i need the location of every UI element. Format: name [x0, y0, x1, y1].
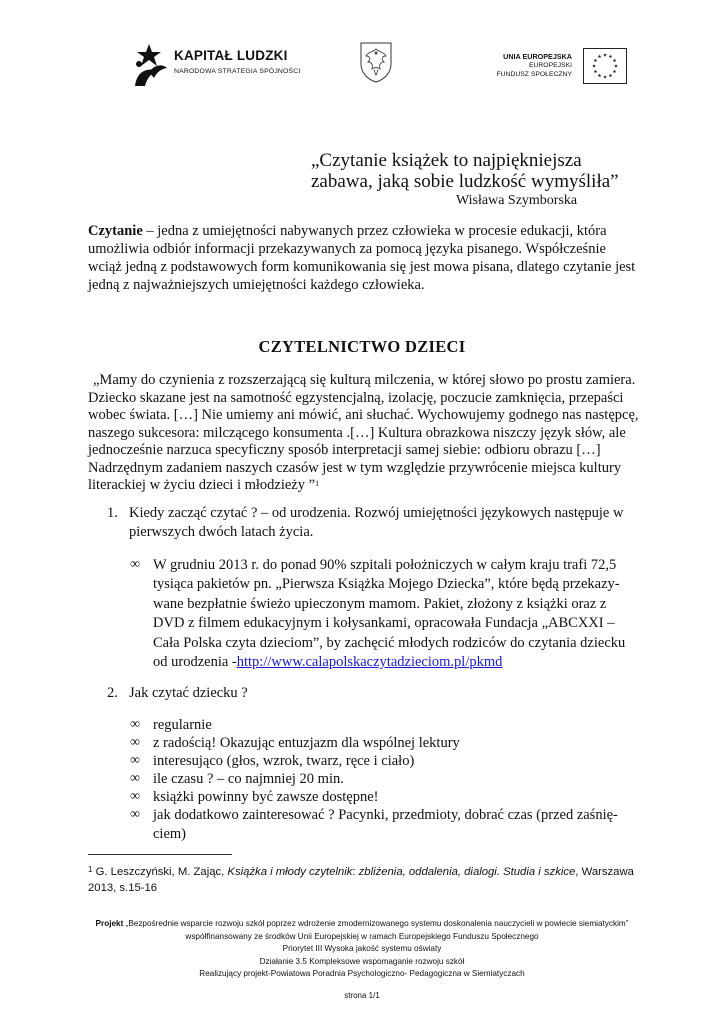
page-number: strona 1/1 [344, 991, 380, 1000]
literature-quote [88, 372, 640, 495]
list-item-1-text: Kiedy zacząć czytać ? – od urodzenia. Rozwój umiejętności językowych następuje w pierwszych dwóch latach życia. [129, 505, 624, 540]
eu-star-icon [609, 54, 613, 58]
footnote-reference[interactable]: 1 [315, 479, 320, 488]
kapital-ludzki-subtitle: NARODOWA STRATEGIA SPÓJNOŚCI [174, 68, 301, 75]
motto-line-1: „Czytanie książek to najpiękniejsza [311, 150, 582, 171]
footer-implementer: Realizujący projekt-Powiatowa Poradnia Psychologiczno- Pedagogiczna w Siemiatyczach [199, 969, 525, 978]
literature-quote-text: „Mamy do czynienia z rozszerzającą się kulturą milczenia, w której słowo po prostu zamiera. Dziecko skazane jest na samotność egzystencjalną, izolację, poczucie zamknięcia, przepaści wobec świata. […] Nie umiemy ani mówić, ani słuchać. Wychowujemy godnego nas następcę, naszego sukcesora: milczącego konsumenta .[…] Kultura obrazkowa niszczy język słów, ale jednocześnie narzuca specyficzny sposób interpretacji samej siebie: odbioru obrazu […] Nadrzędnym zadaniem naszych czasów jest w tym względzie przywrócenie miejsca kultury literackiej w życiu dzieci i młodzieży ” [88, 372, 639, 493]
intro-paragraph [88, 222, 640, 294]
list-item-2-text: Jak czytać dziecku ? [129, 685, 248, 701]
eu-star-icon [603, 53, 607, 57]
list-item-2-bullet-2: z radością! Okazując entuzjazm dla wspólnej lektury [153, 735, 460, 751]
bullet-infinity-icon: ∞ [130, 807, 140, 822]
bullet-infinity-icon: ∞ [130, 789, 140, 804]
eu-union-label: UNIA EUROPEJSKA [503, 52, 572, 61]
list-item-2-bullet-3: interesująco (głos, wzrok, twarz, ręce i ciało) [153, 753, 415, 769]
bullet-infinity-icon: ∞ [130, 771, 140, 786]
bullet-infinity-icon: ∞ [130, 753, 140, 768]
kapital-ludzki-emblem-icon [127, 42, 171, 90]
eu-star-icon [598, 54, 602, 58]
bullet-infinity-icon: ∞ [130, 735, 140, 750]
eu-star-icon [609, 74, 613, 78]
bullet-infinity-icon: ∞ [130, 717, 140, 732]
footnote-publication: , Warszawa 2013, s.15-16 [88, 866, 634, 894]
list-item-1-number: 1. [107, 505, 118, 521]
eu-star-icon [613, 59, 617, 63]
footer-project-line [80, 918, 644, 943]
kapital-ludzki-title: KAPITAŁ LUDZKI [174, 48, 288, 63]
pkmd-link[interactable]: http://www.calapolskaczytadzieciom.pl/pkmd [236, 654, 503, 671]
eu-star-icon [614, 64, 618, 68]
footnote-number: 1 [88, 865, 93, 874]
eu-star-icon [594, 70, 598, 74]
footnote-book-subtitle: zbliżenia, oddalenia, dialogi. Studia i szkice [358, 866, 576, 878]
list-item-1-bullet-text: W grudniu 2013 r. do ponad 90% szpitali położniczych w całym kraju trafi 72,5 tysiąca pakietów pn. „Pierwsza Książka Mojego Dziecka”, które będą przekazy-wane bezpłatnie świeżo upieczonym mamom. Pakiet, złożony z książki oraz z DVD z filmem edukacyjnym i kołysankami, opracowała Fundacja „ABCXXI – Cała Polska czyta dzieciom”, by zachęcić młodych rodziców do czytania dziecku od urodzenia - [153, 557, 626, 671]
list-item-1-bullet [153, 556, 635, 672]
eu-star-icon [594, 59, 598, 63]
footer-project-text: „Bezpośrednie wsparcie rozwoju szkół poprzez wdrożenie zmodernizowanego systemu doskonalenia nauczycieli w powiecie siemiatyckim” współfinansowany ze środków Unii Europejskiej w ramach Europejskiego Funduszu Społecznego [123, 919, 629, 941]
list-item-2-bullet-6: jak dodatkowo zainteresować ? Pacynki, przedmioty, dobrać czas (przed zaśnię-ciem) [153, 807, 618, 842]
motto-line-2: zabawa, jaką sobie ludzkość wymyśliła” [311, 171, 619, 192]
coat-of-arms-logo [358, 40, 394, 84]
intro-text: – jedna z umiejętności nabywanych przez człowieka w procesie edukacji, która umożliwia odbiór informacji przekazywanych za pomocą języka pisanego. Współcześnie wciąż jedną z podstawowych form komunikowania się jest mowa pisana, dlatego czytanie jest jedną z najważniejszych umiejętności każdego człowieka. [88, 223, 636, 293]
footer-project-label: Projekt [95, 919, 124, 928]
intro-term: Czytanie [88, 223, 143, 239]
list-item-2-bullet-5: książki powinny być zawsze dostępne! [153, 789, 379, 805]
motto-quote [311, 150, 619, 192]
footnote-authors: G. Leszczyński, M. Zając, [92, 866, 228, 878]
motto-author: Wisława Szymborska [456, 193, 578, 208]
list-item-2-number: 2. [107, 685, 118, 701]
eu-star-icon [603, 75, 607, 79]
footnote-separator: : [352, 866, 359, 878]
section-title: CZYTELNICTWO DZIECI [258, 337, 466, 356]
list-item-2-bullet-4: ile czasu ? – co najmniej 20 min. [153, 771, 344, 787]
eu-logo-text [490, 52, 572, 79]
eu-star-icon [598, 74, 602, 78]
eu-flag-icon [583, 48, 627, 84]
kapital-ludzki-logo [127, 42, 317, 90]
footnote-divider [88, 854, 232, 855]
eu-star-icon [613, 70, 617, 74]
project-footer [80, 918, 644, 981]
footer-action: Działanie 3.5 Kompleksowe wspomaganie rozwoju szkół [259, 956, 465, 966]
eu-social-fund-label: FUNDUSZ SPOŁECZNY [496, 71, 572, 78]
bullet-infinity-icon: ∞ [130, 557, 140, 572]
eu-star-icon [592, 64, 596, 68]
footer-priority: Priorytet III Wysoka jakość systemu oświaty [282, 944, 442, 953]
list-item-2-bullet-1: regularnie [153, 717, 212, 733]
eu-logo [490, 48, 630, 90]
eagle-crest-icon [358, 40, 394, 84]
eu-european-label: EUROPEJSKI [528, 62, 572, 69]
footnote [88, 864, 648, 896]
footnote-book-title: Książka i młody czytelnik [227, 866, 353, 878]
